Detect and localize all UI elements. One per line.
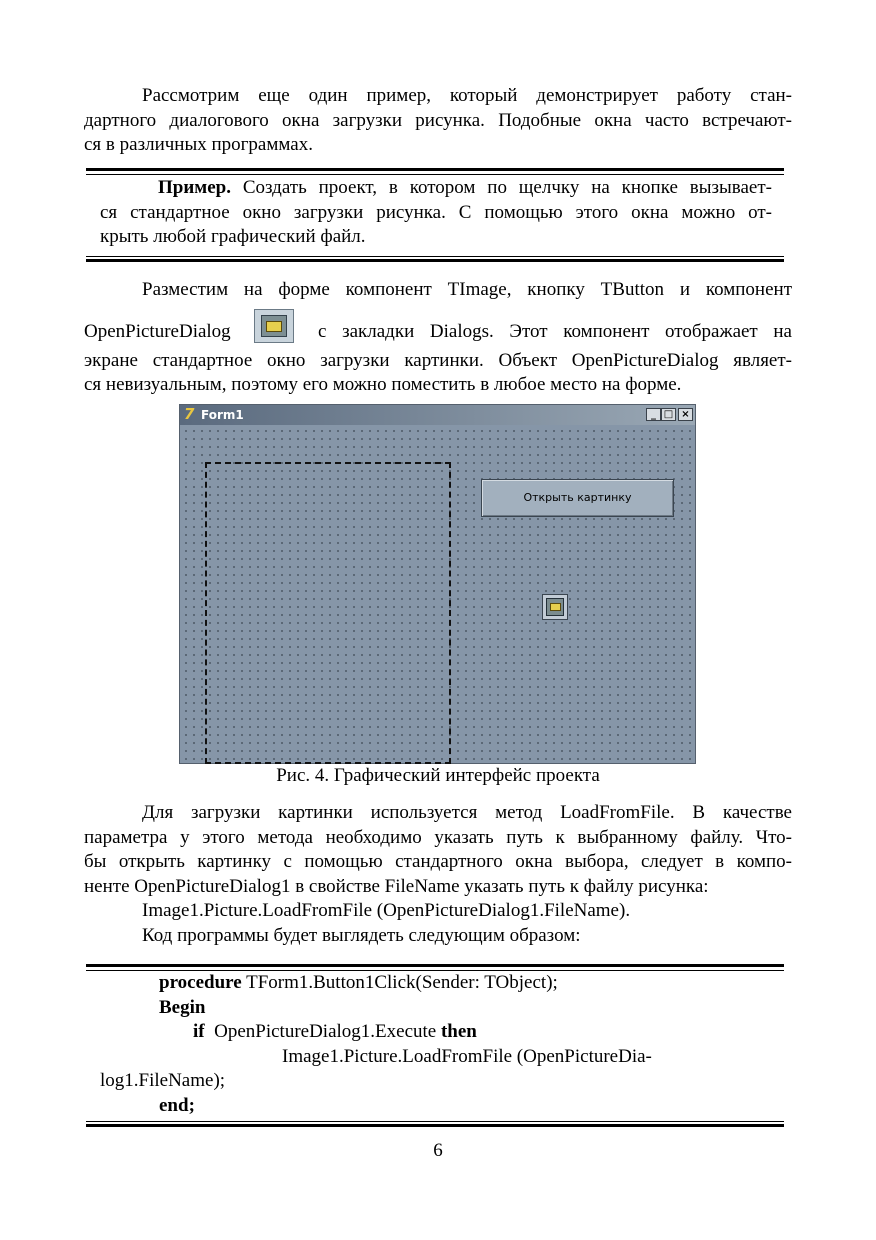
intro-line-2: дартного диалогового окна загрузки рисунка. Подобные окна часто встречают-	[84, 109, 792, 131]
intro-paragraph	[84, 84, 792, 158]
code-top-rule	[86, 964, 784, 967]
close-button[interactable]: ×	[678, 408, 693, 421]
example-block	[100, 176, 772, 250]
load-line-2: параметра у этого метода необходимо указать путь к выбранному файлу. Что-	[84, 826, 792, 848]
code-kw-begin: Begin	[159, 996, 206, 1018]
example-top-rule-thin	[86, 174, 784, 175]
placement-paragraph	[84, 278, 792, 398]
example-bottom-rule	[86, 259, 784, 262]
code-load-line: Image1.Picture.LoadFromFile (OpenPictureDia-	[282, 1045, 652, 1067]
code-proc-rest: TForm1.Button1Click(Sender: TObject);	[241, 972, 558, 993]
load-line-4: ненте OpenPictureDialog1 в свойстве FileName указать путь к файлу рисунка:	[84, 875, 709, 897]
placement-line-1: Разместим на форме компонент TImage, кнопку TButton и компонент	[142, 279, 792, 300]
timage-component[interactable]	[205, 462, 451, 764]
code-block	[84, 971, 792, 1118]
intro-line-1: Рассмотрим еще один пример, который демонстрирует работу стан-	[142, 85, 792, 106]
placement-line-4: ся невизуальным, поэтому его можно поместить в любое место на форме.	[84, 374, 682, 395]
form-design-grid	[180, 425, 695, 763]
load-line-1: Для загрузки картинки используется метод LoadFromFile. В качестве	[142, 802, 792, 823]
open-picture-dialog-component[interactable]	[542, 594, 568, 620]
load-line-3: бы открыть картинку с помощью стандартного окна выбора, следует в компо-	[84, 851, 792, 872]
example-line-3: крыть любой графический файл.	[100, 226, 366, 247]
load-line-5: Image1.Picture.LoadFromFile (OpenPictureDialog1.FileName).	[142, 900, 631, 921]
placement-line-3: экране стандартное окно загрузки картинки. Объект OpenPictureDialog являет-	[84, 349, 792, 371]
code-kw-end: end;	[159, 1094, 195, 1116]
open-picture-dialog-icon	[254, 309, 294, 343]
example-label: Пример.	[158, 177, 231, 198]
form1-title: Form1	[201, 408, 244, 422]
code-kw-if: if	[193, 1021, 205, 1042]
minimize-button[interactable]: _	[646, 408, 661, 421]
form1-titlebar	[180, 405, 695, 425]
code-load-cont: log1.FileName);	[100, 1070, 226, 1091]
page-number: 6	[433, 1140, 443, 1161]
example-top-rule	[86, 168, 784, 171]
code-kw-then: then	[440, 1021, 477, 1042]
form1-window	[179, 404, 696, 764]
example-line-2: ся стандартное окно загрузки рисунка. С помощью этого окна можно от-	[100, 201, 772, 223]
code-bottom-rule	[86, 1124, 784, 1127]
code-bottom-rule-thin	[86, 1121, 784, 1122]
placement-line-2b: с закладки Dialogs. Этот компонент отображает на	[318, 320, 792, 342]
placement-line-2a: OpenPictureDialog	[84, 320, 231, 342]
code-kw-procedure: procedure	[159, 972, 242, 993]
open-picture-dialog-component-icon	[546, 598, 564, 616]
code-if-mid: OpenPictureDialog1.Execute	[204, 1021, 441, 1042]
example-line-1: Создать проект, в котором по щелчку на кнопке вызывает-	[231, 177, 772, 198]
load-paragraph	[84, 801, 792, 948]
open-picture-button[interactable]: Открыть картинку	[481, 479, 674, 517]
figure-caption: Рис. 4. Графический интерфейс проекта	[276, 765, 600, 786]
delphi-logo-icon: 7	[184, 405, 195, 423]
maximize-button[interactable]: □	[661, 408, 676, 421]
example-bottom-rule-thin	[86, 256, 784, 257]
load-line-6: Код программы будет выглядеть следующим образом:	[142, 924, 581, 946]
intro-line-3: ся в различных программах.	[84, 134, 313, 155]
